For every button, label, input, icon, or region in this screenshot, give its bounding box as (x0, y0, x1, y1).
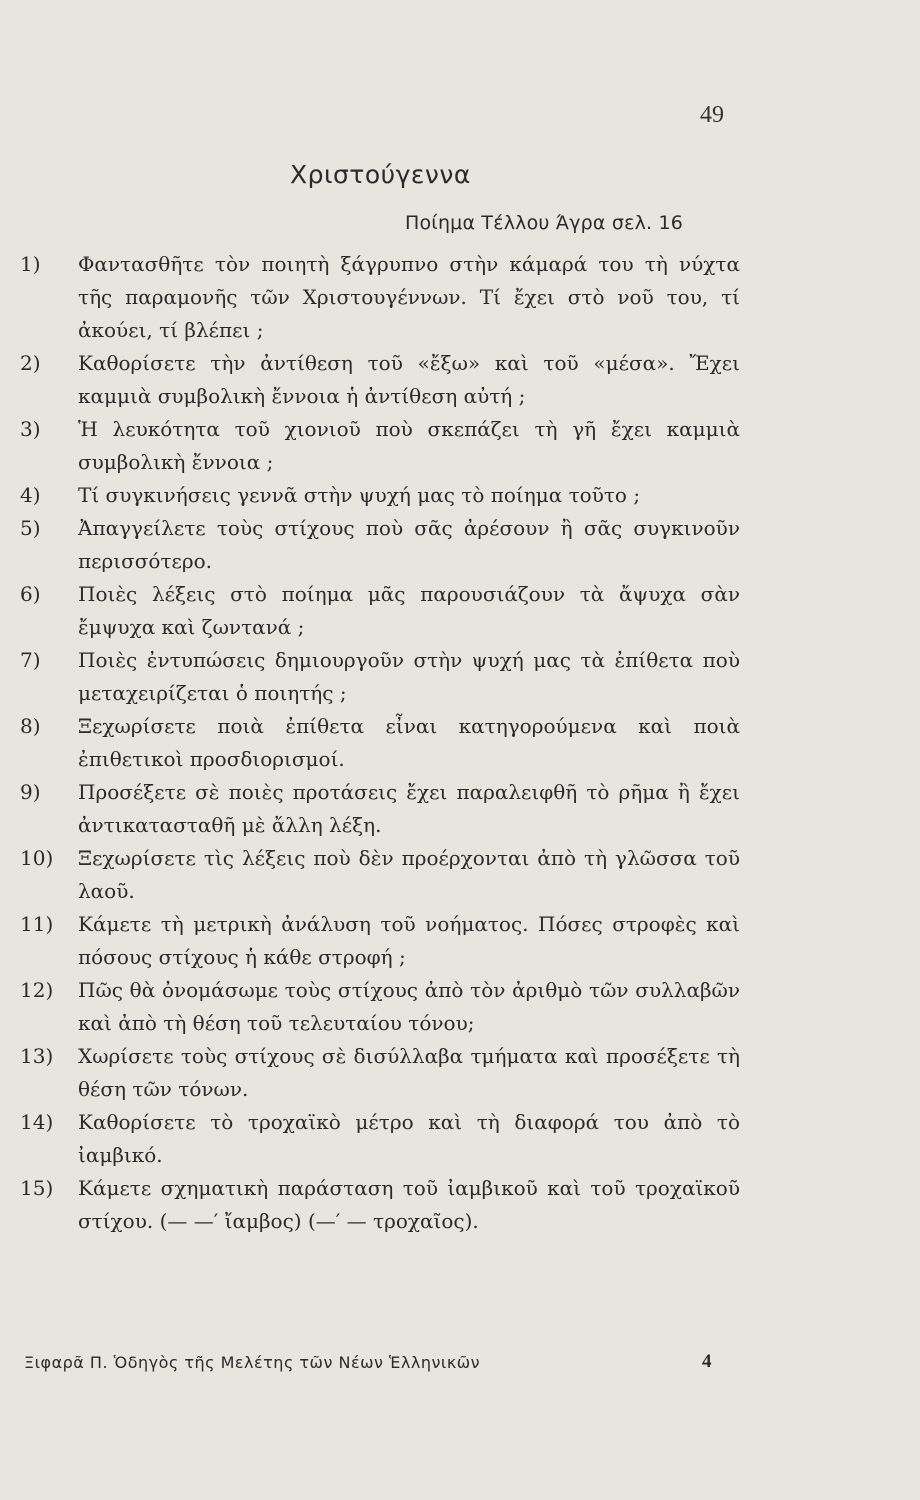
list-item (20, 1106, 740, 1172)
question-text: Φαντασθῆτε τὸν ποιητὴ ξάγρυπνο στὴν κάμαρά του τὴ νύχτα τῆς παραμονῆς τῶν Χριστουγέννων. Τί ἔχει στὸ νοῦ του, τί ἀκούει, τί βλέπει ; (78, 252, 740, 342)
list-item (20, 1040, 740, 1106)
footer-book-title: Ξιφαρᾶ Π. Ὁδηγὸς τῆς Μελέτης τῶν Νέων Ἑλληνικῶν (24, 1353, 481, 1372)
question-text: Τί συγκινήσεις γεννᾶ στὴν ψυχή μας τὸ ποίημα τοῦτο ; (78, 483, 641, 507)
question-text: Προσέξετε σὲ ποιὲς προτάσεις ἔχει παραλειφθῆ τὸ ρῆμα ἢ ἔχει ἀντικατασταθῆ μὲ ἄλλη λέξη. (78, 780, 740, 837)
poem-reference: Ποίημα Τέλλου Άγρα σελ. 16 (405, 212, 684, 234)
question-number: 2) (20, 351, 41, 375)
question-number: 7) (20, 648, 41, 672)
question-number: 15) (20, 1176, 54, 1200)
question-number: 10) (20, 846, 54, 870)
question-text: Πῶς θὰ ὀνομάσωμε τοὺς στίχους ἀπὸ τὸν ἀριθμὸ τῶν συλλαβῶν καὶ ἀπὸ τὴ θέση τοῦ τελευταίου τόνου; (78, 978, 740, 1035)
question-number: 1) (20, 252, 41, 276)
list-item (20, 512, 740, 578)
question-number: 6) (20, 582, 41, 606)
list-item (20, 710, 740, 776)
question-number: 9) (20, 780, 41, 804)
question-number: 12) (20, 978, 54, 1002)
list-item (20, 248, 740, 347)
list-item (20, 1172, 740, 1238)
page-title: Χριστούγεννα (290, 160, 471, 189)
list-item (20, 908, 740, 974)
question-text: Ποιὲς ἐντυπώσεις δημιουργοῦν στὴν ψυχή μας τὰ ἐπίθετα ποὺ μεταχειρίζεται ὁ ποιητής ; (78, 648, 740, 705)
list-item (20, 974, 740, 1040)
question-list (20, 248, 740, 1238)
list-item (20, 842, 740, 908)
list-item (20, 644, 740, 710)
question-text: Ἀπαγγείλετε τοὺς στίχους ποὺ σᾶς ἀρέσουν ἢ σᾶς συγκινοῦν περισσότερο. (78, 516, 740, 573)
question-text: Καθορίσετε τὴν ἀντίθεση τοῦ «ἔξω» καὶ τοῦ «μέσα». Ἔχει καμμιὰ συμβολικὴ ἔννοια ἡ ἀντίθεση αὐτή ; (78, 351, 740, 408)
question-number: 11) (20, 912, 54, 936)
question-number: 8) (20, 714, 41, 738)
signature-number: 4 (702, 1351, 712, 1372)
question-text: Χωρίσετε τοὺς στίχους σὲ δισύλλαβα τμήματα καὶ προσέξετε τὴ θέση τῶν τόνων. (78, 1044, 740, 1101)
question-number: 3) (20, 417, 41, 441)
list-item (20, 578, 740, 644)
question-number: 4) (20, 483, 41, 507)
question-number: 5) (20, 516, 41, 540)
question-text: Ξεχωρίσετε ποιὰ ἐπίθετα εἶναι κατηγορούμενα καὶ ποιὰ ἐπιθετικοὶ προσδιορισμοί. (78, 714, 740, 771)
question-text: Καθορίσετε τὸ τροχαϊκὸ μέτρο καὶ τὴ διαφορά του ἀπὸ τὸ ἰαμβικό. (78, 1110, 740, 1167)
page-number: 49 (700, 102, 724, 128)
list-item (20, 776, 740, 842)
list-item (20, 479, 740, 512)
question-text: Ἡ λευκότητα τοῦ χιονιοῦ ποὺ σκεπάζει τὴ γῆ ἔχει καμμιὰ συμβολικὴ ἔννοια ; (78, 417, 740, 474)
question-text: Ξεχωρίσετε τὶς λέξεις ποὺ δὲν προέρχονται ἀπὸ τὴ γλῶσσα τοῦ λαοῦ. (78, 846, 740, 903)
list-item (20, 347, 740, 413)
question-text: Ποιὲς λέξεις στὸ ποίημα μᾶς παρουσιάζουν τὰ ἄψυχα σὰν ἔμψυχα καὶ ζωντανά ; (78, 582, 740, 639)
question-text: Κάμετε τὴ μετρικὴ ἀνάλυση τοῦ νοήματος. Πόσες στροφὲς καὶ πόσους στίχους ἡ κάθε στροφή ; (78, 912, 740, 969)
question-number: 13) (20, 1044, 54, 1068)
list-item (20, 413, 740, 479)
question-text: Κάμετε σχηματικὴ παράσταση τοῦ ἰαμβικοῦ καὶ τοῦ τροχαϊκοῦ στίχου. (— —′ ἴαμβος) (—′ — τροχαῖος). (78, 1176, 740, 1233)
question-number: 14) (20, 1110, 54, 1134)
